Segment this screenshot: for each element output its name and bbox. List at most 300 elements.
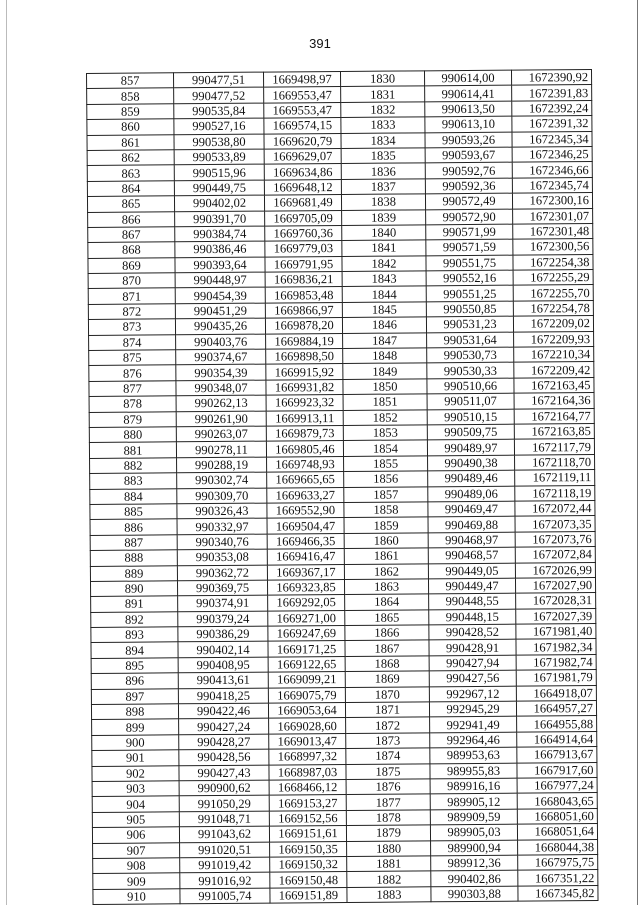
- point-number-right: 1833: [341, 117, 425, 133]
- point-number-left: 883: [90, 473, 177, 489]
- x-coordinate-right: 990509,75: [427, 424, 514, 440]
- point-number-left: 898: [91, 704, 178, 720]
- x-coordinate-right: 992941,49: [430, 717, 517, 733]
- x-coordinate-right: 990449,05: [428, 563, 515, 579]
- y-coordinate-left: 1669760,36: [265, 225, 342, 241]
- point-number-left: 899: [92, 719, 179, 735]
- point-number-right: 1858: [344, 502, 428, 518]
- x-coordinate-right: 990531,23: [426, 316, 513, 332]
- y-coordinate-left: 1669552,90: [267, 502, 344, 518]
- x-coordinate-left: 990427,43: [179, 765, 269, 781]
- point-number-right: 1866: [345, 625, 429, 641]
- scan-right-edge: [637, 0, 638, 905]
- y-coordinate-right: 1672390,92: [511, 70, 591, 86]
- y-coordinate-right: 1672026,99: [515, 562, 595, 578]
- point-number-right: 1849: [343, 363, 427, 379]
- table-row: [93, 885, 598, 904]
- x-coordinate-right: 990571,59: [426, 239, 513, 255]
- x-coordinate-right: 990530,73: [427, 347, 514, 363]
- point-number-right: 1834: [341, 132, 425, 148]
- point-number-right: 1856: [344, 471, 428, 487]
- point-number-left: 877: [89, 381, 176, 397]
- y-coordinate-left: 1669923,32: [266, 395, 343, 411]
- x-coordinate-right: 990428,52: [429, 624, 516, 640]
- y-coordinate-left: 1669416,47: [267, 549, 344, 565]
- point-number-right: 1844: [342, 286, 426, 302]
- y-coordinate-left: 1669866,97: [265, 302, 342, 318]
- point-number-right: 1883: [347, 887, 431, 903]
- x-coordinate-left: 990402,14: [178, 642, 268, 658]
- y-coordinate-left: 1669791,95: [265, 256, 342, 272]
- point-number-left: 897: [91, 688, 178, 704]
- x-coordinate-left: 990403,76: [176, 334, 266, 350]
- y-coordinate-right: 1668043,65: [517, 793, 597, 809]
- point-number-left: 887: [90, 535, 177, 551]
- y-coordinate-left: 1669171,25: [268, 641, 345, 657]
- point-number-left: 872: [88, 304, 175, 320]
- x-coordinate-right: 990427,94: [429, 655, 516, 671]
- x-coordinate-left: 990374,67: [176, 349, 266, 365]
- point-number-right: 1862: [344, 563, 428, 579]
- point-number-left: 863: [87, 165, 174, 181]
- point-number-right: 1848: [343, 348, 427, 364]
- x-coordinate-left: 990527,16: [174, 118, 264, 134]
- y-coordinate-left: 1669150,48: [270, 872, 347, 888]
- coordinates-table-body: [87, 70, 599, 905]
- y-coordinate-left: 1669323,85: [267, 579, 344, 595]
- x-coordinate-right: 990428,91: [429, 640, 516, 656]
- point-number-right: 1879: [346, 825, 430, 841]
- x-coordinate-right: 990510,15: [427, 409, 514, 425]
- y-coordinate-right: 1672300,56: [513, 239, 593, 255]
- x-coordinate-left: 990340,76: [177, 534, 267, 550]
- x-coordinate-right: 989916,16: [430, 778, 517, 794]
- point-number-right: 1865: [345, 609, 429, 625]
- y-coordinate-left: 1669681,49: [264, 195, 341, 211]
- y-coordinate-left: 1669629,07: [264, 148, 341, 164]
- point-number-right: 1870: [345, 686, 429, 702]
- point-number-right: 1857: [344, 486, 428, 502]
- x-coordinate-right: 990593,67: [425, 147, 512, 163]
- x-coordinate-right: 990510,66: [427, 378, 514, 394]
- x-coordinate-right: 990489,46: [428, 470, 515, 486]
- x-coordinate-right: 989912,36: [431, 855, 518, 871]
- y-coordinate-right: 1672164,77: [514, 408, 594, 424]
- x-coordinate-left: 990261,90: [176, 411, 266, 427]
- y-coordinate-left: 1669805,46: [266, 441, 343, 457]
- x-coordinate-right: 990592,76: [425, 162, 512, 178]
- y-coordinate-right: 1672255,70: [513, 285, 593, 301]
- x-coordinate-right: 990613,50: [425, 101, 512, 117]
- x-coordinate-right: 990552,16: [426, 270, 513, 286]
- y-coordinate-right: 1672117,79: [514, 439, 594, 455]
- point-number-left: 910: [93, 888, 180, 904]
- y-coordinate-right: 1672072,44: [515, 500, 595, 516]
- x-coordinate-right: 990571,99: [426, 224, 513, 240]
- y-coordinate-right: 1672391,32: [512, 116, 592, 132]
- point-number-right: 1855: [344, 456, 428, 472]
- y-coordinate-right: 1672210,34: [514, 347, 594, 363]
- x-coordinate-left: 990900,62: [179, 780, 269, 796]
- y-coordinate-right: 1672163,85: [514, 424, 594, 440]
- point-number-right: 1881: [347, 856, 431, 872]
- coordinates-table: [86, 69, 599, 905]
- point-number-right: 1864: [345, 594, 429, 610]
- point-number-left: 906: [92, 827, 179, 843]
- scan-left-edge: [6, 0, 7, 905]
- y-coordinate-left: 1669367,17: [267, 564, 344, 580]
- y-coordinate-left: 1669748,93: [267, 456, 344, 472]
- x-coordinate-left: 990353,08: [177, 549, 267, 565]
- x-coordinate-left: 990538,80: [174, 134, 264, 150]
- y-coordinate-right: 1668044,38: [518, 839, 598, 855]
- y-coordinate-left: 1669898,50: [266, 349, 343, 365]
- x-coordinate-left: 990379,24: [178, 611, 268, 627]
- y-coordinate-left: 1669574,15: [264, 118, 341, 134]
- point-number-left: 904: [92, 796, 179, 812]
- y-coordinate-left: 1669122,65: [268, 656, 345, 672]
- point-number-left: 905: [92, 812, 179, 828]
- point-number-left: 886: [90, 519, 177, 535]
- x-coordinate-right: 990468,57: [428, 547, 515, 563]
- x-coordinate-right: 990592,36: [425, 178, 512, 194]
- y-coordinate-right: 1667345,82: [518, 885, 598, 901]
- x-coordinate-right: 989909,59: [430, 809, 517, 825]
- x-coordinate-left: 991048,71: [179, 811, 269, 827]
- y-coordinate-right: 1672391,83: [512, 85, 592, 101]
- point-number-left: 884: [90, 488, 177, 504]
- y-coordinate-right: 1671982,34: [516, 639, 596, 655]
- point-number-right: 1871: [345, 702, 429, 718]
- x-coordinate-right: 990572,90: [426, 209, 513, 225]
- y-coordinate-right: 1672255,29: [513, 270, 593, 286]
- x-coordinate-right: 990551,25: [426, 286, 513, 302]
- point-number-left: 894: [91, 642, 178, 658]
- y-coordinate-left: 1669466,35: [267, 533, 344, 549]
- y-coordinate-left: 1669504,47: [267, 518, 344, 534]
- y-coordinate-left: 1669271,00: [268, 610, 345, 626]
- point-number-left: 859: [87, 104, 174, 120]
- x-coordinate-left: 990354,39: [176, 365, 266, 381]
- y-coordinate-left: 1668987,03: [269, 764, 346, 780]
- point-number-right: 1860: [344, 533, 428, 549]
- x-coordinate-right: 990448,15: [429, 609, 516, 625]
- x-coordinate-right: 990489,97: [427, 440, 514, 456]
- y-coordinate-left: 1669779,03: [265, 241, 342, 257]
- x-coordinate-right: 992945,29: [429, 701, 516, 717]
- x-coordinate-left: 990408,95: [178, 657, 268, 673]
- x-coordinate-left: 990326,43: [177, 503, 267, 519]
- point-number-left: 869: [88, 257, 175, 273]
- point-number-right: 1872: [346, 717, 430, 733]
- y-coordinate-right: 1672118,70: [515, 454, 595, 470]
- x-coordinate-left: 991016,92: [180, 872, 270, 888]
- x-coordinate-right: 992964,46: [430, 732, 517, 748]
- point-number-right: 1845: [342, 302, 426, 318]
- point-number-left: 902: [92, 765, 179, 781]
- x-coordinate-left: 990278,11: [176, 441, 266, 457]
- point-number-right: 1832: [341, 102, 425, 118]
- point-number-right: 1840: [342, 225, 426, 241]
- y-coordinate-right: 1672209,02: [513, 316, 593, 332]
- point-number-right: 1847: [343, 332, 427, 348]
- point-number-right: 1873: [346, 733, 430, 749]
- x-coordinate-left: 991005,74: [180, 888, 270, 904]
- y-coordinate-right: 1672164,36: [514, 393, 594, 409]
- y-coordinate-left: 1669151,89: [270, 887, 347, 903]
- point-number-left: 889: [90, 565, 177, 581]
- y-coordinate-left: 1669150,35: [270, 841, 347, 857]
- x-coordinate-left: 990384,74: [175, 226, 265, 242]
- x-coordinate-left: 990402,02: [174, 195, 264, 211]
- y-coordinate-right: 1672346,66: [512, 162, 592, 178]
- point-number-right: 1882: [347, 871, 431, 887]
- point-number-right: 1839: [342, 209, 426, 225]
- y-coordinate-right: 1672301,07: [513, 208, 593, 224]
- point-number-right: 1850: [343, 379, 427, 395]
- x-coordinate-right: 990572,49: [425, 193, 512, 209]
- y-coordinate-right: 1672254,38: [513, 254, 593, 270]
- x-coordinate-left: 990393,64: [175, 257, 265, 273]
- y-coordinate-left: 1669152,56: [269, 810, 346, 826]
- y-coordinate-left: 1669553,47: [264, 87, 341, 103]
- point-number-right: 1836: [341, 163, 425, 179]
- y-coordinate-right: 1668051,64: [517, 824, 597, 840]
- y-coordinate-right: 1672300,16: [512, 193, 592, 209]
- point-number-left: 870: [88, 273, 175, 289]
- x-coordinate-right: 990614,00: [424, 70, 511, 86]
- page-number: 391: [309, 36, 331, 51]
- x-coordinate-left: 990449,75: [174, 180, 264, 196]
- point-number-left: 892: [91, 611, 178, 627]
- x-coordinate-left: 990451,29: [175, 303, 265, 319]
- x-coordinate-left: 990262,13: [176, 395, 266, 411]
- y-coordinate-right: 1672301,48: [513, 223, 593, 239]
- y-coordinate-right: 1672163,45: [514, 377, 594, 393]
- point-number-right: 1838: [341, 194, 425, 210]
- y-coordinate-right: 1672392,24: [512, 100, 592, 116]
- x-coordinate-left: 990413,61: [178, 672, 268, 688]
- y-coordinate-right: 1664914,64: [517, 731, 597, 747]
- point-number-left: 895: [91, 658, 178, 674]
- x-coordinate-right: 990550,85: [426, 301, 513, 317]
- x-coordinate-left: 990391,70: [175, 211, 265, 227]
- y-coordinate-right: 1672346,25: [512, 146, 592, 162]
- x-coordinate-left: 990418,25: [178, 688, 268, 704]
- x-coordinate-right: 990427,56: [429, 670, 516, 686]
- point-number-right: 1846: [342, 317, 426, 333]
- x-coordinate-right: 989905,03: [430, 824, 517, 840]
- y-coordinate-right: 1672073,35: [515, 516, 595, 532]
- y-coordinate-right: 1671981,79: [516, 670, 596, 686]
- point-number-right: 1859: [344, 517, 428, 533]
- y-coordinate-left: 1669151,61: [269, 826, 346, 842]
- point-number-left: 885: [90, 504, 177, 520]
- x-coordinate-right: 990468,97: [428, 532, 515, 548]
- x-coordinate-left: 990302,74: [177, 472, 267, 488]
- point-number-right: 1835: [341, 148, 425, 164]
- y-coordinate-right: 1672027,39: [516, 608, 596, 624]
- point-number-left: 893: [91, 627, 178, 643]
- point-number-left: 882: [90, 458, 177, 474]
- point-number-left: 907: [93, 842, 180, 858]
- x-coordinate-right: 990449,47: [428, 578, 515, 594]
- x-coordinate-left: 990428,56: [179, 749, 269, 765]
- y-coordinate-left: 1668466,12: [269, 779, 346, 795]
- point-number-right: 1875: [346, 763, 430, 779]
- x-coordinate-left: 991043,62: [179, 826, 269, 842]
- y-coordinate-right: 1672254,78: [513, 300, 593, 316]
- point-number-left: 879: [89, 411, 176, 427]
- y-coordinate-right: 1667975,75: [518, 854, 598, 870]
- point-number-left: 900: [92, 735, 179, 751]
- point-number-left: 891: [91, 596, 178, 612]
- point-number-right: 1868: [345, 656, 429, 672]
- x-coordinate-left: 990448,97: [175, 272, 265, 288]
- x-coordinate-left: 991019,42: [180, 857, 270, 873]
- x-coordinate-right: 990613,10: [425, 116, 512, 132]
- x-coordinate-left: 990428,27: [179, 734, 269, 750]
- y-coordinate-right: 1664918,07: [516, 685, 596, 701]
- x-coordinate-right: 990490,38: [428, 455, 515, 471]
- y-coordinate-left: 1669915,92: [266, 364, 343, 380]
- point-number-left: 858: [87, 88, 174, 104]
- point-number-right: 1854: [343, 440, 427, 456]
- point-number-left: 857: [87, 73, 174, 89]
- point-number-right: 1842: [342, 256, 426, 272]
- x-coordinate-left: 991050,29: [179, 795, 269, 811]
- point-number-left: 901: [92, 750, 179, 766]
- y-coordinate-left: 1669247,69: [268, 626, 345, 642]
- x-coordinate-right: 990489,06: [428, 486, 515, 502]
- x-coordinate-left: 990515,96: [174, 164, 264, 180]
- point-number-left: 908: [93, 858, 180, 874]
- point-number-left: 888: [90, 550, 177, 566]
- point-number-left: 867: [88, 227, 175, 243]
- y-coordinate-left: 1669150,32: [270, 856, 347, 872]
- point-number-right: 1831: [341, 86, 425, 102]
- x-coordinate-right: 990469,88: [428, 516, 515, 532]
- y-coordinate-left: 1669931,82: [266, 379, 343, 395]
- point-number-left: 860: [87, 119, 174, 135]
- point-number-left: 868: [88, 242, 175, 258]
- point-number-right: 1852: [343, 409, 427, 425]
- y-coordinate-left: 1669878,20: [265, 318, 342, 334]
- point-number-right: 1843: [342, 271, 426, 287]
- y-coordinate-right: 1672119,11: [515, 470, 595, 486]
- y-coordinate-left: 1669553,47: [264, 102, 341, 118]
- point-number-left: 909: [93, 873, 180, 889]
- y-coordinate-right: 1667913,67: [517, 747, 597, 763]
- point-number-left: 878: [89, 396, 176, 412]
- y-coordinate-right: 1671981,40: [516, 624, 596, 640]
- point-number-left: 903: [92, 781, 179, 797]
- y-coordinate-left: 1669634,86: [264, 164, 341, 180]
- x-coordinate-left: 990374,91: [178, 595, 268, 611]
- y-coordinate-right: 1672345,34: [512, 131, 592, 147]
- point-number-left: 864: [87, 181, 174, 197]
- point-number-left: 874: [89, 334, 176, 350]
- y-coordinate-left: 1669075,79: [268, 687, 345, 703]
- point-number-right: 1841: [342, 240, 426, 256]
- point-number-right: 1853: [343, 425, 427, 441]
- point-number-left: 865: [87, 196, 174, 212]
- x-coordinate-right: 989955,83: [430, 763, 517, 779]
- y-coordinate-right: 1672209,42: [514, 362, 594, 378]
- y-coordinate-right: 1672027,90: [515, 577, 595, 593]
- y-coordinate-left: 1669665,65: [267, 472, 344, 488]
- y-coordinate-right: 1667917,60: [517, 762, 597, 778]
- y-coordinate-right: 1672209,93: [514, 331, 594, 347]
- x-coordinate-right: 990593,26: [425, 132, 512, 148]
- y-coordinate-left: 1669853,48: [265, 287, 342, 303]
- x-coordinate-right: 990402,86: [431, 870, 518, 886]
- point-number-left: 876: [89, 365, 176, 381]
- x-coordinate-right: 990551,75: [426, 255, 513, 271]
- x-coordinate-left: 990309,70: [177, 488, 267, 504]
- x-coordinate-left: 990533,89: [174, 149, 264, 165]
- y-coordinate-left: 1669292,05: [268, 595, 345, 611]
- point-number-right: 1869: [345, 671, 429, 687]
- x-coordinate-right: 990303,88: [431, 886, 518, 902]
- x-coordinate-right: 990469,47: [428, 501, 515, 517]
- y-coordinate-left: 1669153,27: [269, 795, 346, 811]
- y-coordinate-left: 1669053,64: [268, 702, 345, 718]
- y-coordinate-left: 1669648,12: [264, 179, 341, 195]
- y-coordinate-left: 1669884,19: [266, 333, 343, 349]
- x-coordinate-right: 989905,12: [430, 793, 517, 809]
- y-coordinate-left: 1669879,73: [266, 425, 343, 441]
- y-coordinate-right: 1667351,22: [518, 870, 598, 886]
- y-coordinate-right: 1672028,31: [516, 593, 596, 609]
- point-number-left: 871: [88, 288, 175, 304]
- point-number-right: 1877: [346, 794, 430, 810]
- y-coordinate-right: 1664957,27: [516, 701, 596, 717]
- point-number-left: 880: [89, 427, 176, 443]
- point-number-left: 896: [91, 673, 178, 689]
- x-coordinate-left: 990332,97: [177, 518, 267, 534]
- point-number-left: 881: [89, 442, 176, 458]
- point-number-right: 1876: [346, 779, 430, 795]
- point-number-right: 1874: [346, 748, 430, 764]
- x-coordinate-left: 990386,46: [175, 241, 265, 257]
- point-number-right: 1851: [343, 394, 427, 410]
- y-coordinate-left: 1669705,09: [265, 210, 342, 226]
- y-coordinate-left: 1668997,32: [269, 749, 346, 765]
- y-coordinate-left: 1669633,27: [267, 487, 344, 503]
- y-coordinate-left: 1669836,21: [265, 272, 342, 288]
- x-coordinate-right: 990614,41: [425, 86, 512, 102]
- point-number-left: 861: [87, 134, 174, 150]
- x-coordinate-right: 989953,63: [430, 747, 517, 763]
- y-coordinate-left: 1669498,97: [263, 72, 340, 88]
- x-coordinate-left: 990435,26: [175, 318, 265, 334]
- y-coordinate-right: 1672345,74: [512, 177, 592, 193]
- point-number-right: 1867: [345, 640, 429, 656]
- point-number-left: 866: [88, 211, 175, 227]
- y-coordinate-right: 1668051,60: [517, 808, 597, 824]
- point-number-right: 1837: [341, 179, 425, 195]
- x-coordinate-right: 990511,07: [427, 393, 514, 409]
- y-coordinate-right: 1672118,19: [515, 485, 595, 501]
- point-number-right: 1830: [340, 71, 424, 87]
- x-coordinate-left: 990288,19: [177, 457, 267, 473]
- x-coordinate-left: 990386,29: [178, 626, 268, 642]
- x-coordinate-left: 990454,39: [175, 288, 265, 304]
- x-coordinate-left: 990263,07: [176, 426, 266, 442]
- point-number-right: 1880: [347, 840, 431, 856]
- y-coordinate-left: 1669099,21: [268, 672, 345, 688]
